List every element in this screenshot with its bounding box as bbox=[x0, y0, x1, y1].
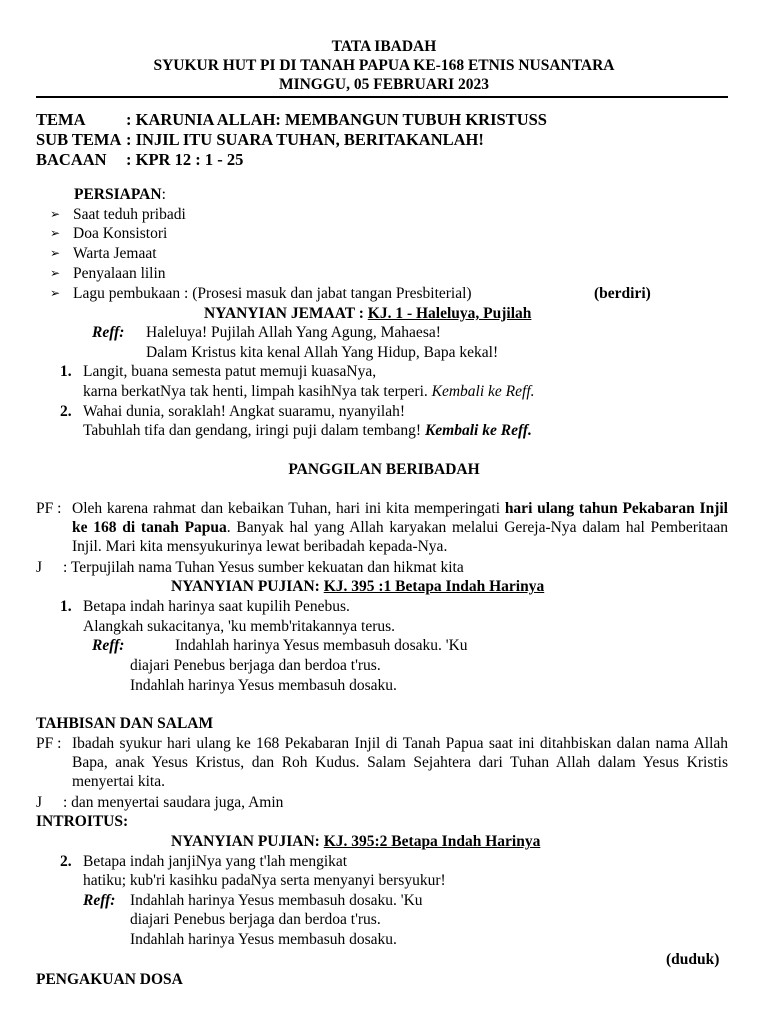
reff-line: Indahlah harinya Yesus membasuh dosaku. bbox=[130, 931, 397, 948]
reff-line: Indahlah harinya Yesus membasuh dosaku. bbox=[130, 677, 397, 694]
verse-line: hatiku; kub'ri kasihku padaNya serta menyanyi bersyukur! bbox=[83, 872, 446, 889]
arrow-bullet-icon: ➢ bbox=[50, 226, 61, 240]
meta-value-subtema: : INJIL ITU SUARA TUHAN, BERITAKANLAH! bbox=[126, 130, 484, 149]
verse-line: Betapa indah janjiNya yang t'lah mengikat bbox=[83, 853, 348, 870]
song1-heading: NYANYIAN JEMAAT : KJ. 1 - Haleluya, Pujilah bbox=[204, 305, 532, 322]
verse-line: Betapa indah harinya saat kupilih Penebus. bbox=[83, 598, 350, 615]
meta-value-bacaan: : KPR 12 : 1 - 25 bbox=[126, 150, 244, 169]
list-item: Lagu pembukaan : (Prosesi masuk dan jabat tangan Presbiterial) bbox=[73, 285, 472, 302]
verse-line: Langit, buana semesta patut memuji kuasaNya, bbox=[83, 363, 377, 380]
list-item: Warta Jemaat bbox=[73, 245, 157, 262]
list-item: Doa Konsistori bbox=[73, 225, 168, 242]
reff-line: Indahlah harinya Yesus membasuh dosaku. 'Ku bbox=[175, 637, 468, 654]
meta-key-bacaan: BACAAN bbox=[36, 150, 107, 169]
persiapan-heading: PERSIAPAN: bbox=[74, 186, 166, 203]
pf-paragraph: Oleh karena rahmat dan kebaikan Tuhan, hari ini kita memperingati hari ulang tahun Pekabaran Injil ke 168 di tanah Papua. Banyak hal yang Allah karyakan melalui Gereja-Nya dalam hal Pemberitaan Injil. Mari kita mensyukurinya lewat beribadah kepada-Nya. bbox=[72, 500, 729, 555]
reff-label: Reff: bbox=[92, 324, 125, 341]
list-item: Saat teduh pribadi bbox=[73, 206, 186, 223]
doc-title: TATA IBADAH bbox=[331, 38, 437, 55]
verse-line: karna berkatNya tak henti, limpah kasihNya tak terperi. Kembali ke Reff. bbox=[83, 383, 535, 400]
reff-line: Dalam Kristus kita kenal Allah Yang Hidup, Bapa kekal! bbox=[146, 344, 499, 361]
reff-label: Reff: bbox=[92, 637, 125, 654]
section-heading-panggilan: PANGGILAN BERIBADAH bbox=[288, 461, 480, 478]
reff-line: diajari Penebus berjaga dan berdoa t'rus. bbox=[130, 657, 381, 674]
arrow-bullet-icon: ➢ bbox=[50, 286, 61, 300]
j-response: : Terpujilah nama Tuhan Yesus sumber kekuatan dan hikmat kita bbox=[63, 559, 464, 576]
section-heading-tahbisan: TAHBISAN DAN SALAM bbox=[36, 715, 214, 732]
reff-line: diajari Penebus berjaga dan berdoa t'rus. bbox=[130, 911, 381, 928]
doc-subtitle: SYUKUR HUT PI DI TANAH PAPUA KE-168 ETNIS NUSANTARA bbox=[153, 57, 615, 74]
meta-value-tema: : KARUNIA ALLAH: MEMBANGUN TUBUH KRISTUSS bbox=[126, 110, 547, 129]
reff-label: Reff: bbox=[83, 892, 116, 909]
song2-heading: NYANYIAN PUJIAN: KJ. 395 :1 Betapa Indah Harinya bbox=[171, 578, 545, 595]
j-label: J bbox=[36, 794, 43, 811]
list-item: Penyalaan lilin bbox=[73, 265, 166, 282]
verse-line: Tabuhlah tifa dan gendang, iringi puji dalam tembang! Kembali ke Reff. bbox=[83, 422, 532, 439]
verse-number: 2. bbox=[60, 403, 72, 420]
arrow-bullet-icon: ➢ bbox=[50, 207, 61, 221]
pf-label: PF : bbox=[36, 735, 62, 752]
song3-heading: NYANYIAN PUJIAN: KJ. 395:2 Betapa Indah Harinya bbox=[171, 833, 541, 850]
section-heading-introitus: INTROITUS: bbox=[36, 813, 129, 830]
header-rule bbox=[36, 96, 728, 98]
verse-number: 2. bbox=[60, 853, 72, 870]
meta-key-tema: TEMA bbox=[36, 110, 86, 129]
arrow-bullet-icon: ➢ bbox=[50, 266, 61, 280]
verse-line: Alangkah sukacitanya, 'ku memb'ritakannya terus. bbox=[83, 618, 396, 635]
verse-line: Wahai dunia, soraklah! Angkat suaramu, nyanyilah! bbox=[83, 403, 406, 420]
doc-date: MINGGU, 05 FEBRUARI 2023 bbox=[278, 76, 490, 93]
section-heading-pengakuan: PENGAKUAN DOSA bbox=[36, 971, 183, 988]
pf-label: PF : bbox=[36, 500, 62, 517]
berdiri-note: (berdiri) bbox=[594, 285, 651, 302]
reff-line: Haleluya! Pujilah Allah Yang Agung, Mahaesa! bbox=[146, 324, 441, 341]
pf-paragraph: Ibadah syukur hari ulang ke 168 Pekabaran Injil di Tanah Papua saat ini ditahbiskan dalan nama Allah Bapa, anak Yesus Kristus, dan Roh Kudus. Salam Sejahtera dari Tuhan Allah dalam Yesus Kristis menyertai kita. bbox=[72, 735, 728, 790]
arrow-bullet-icon: ➢ bbox=[50, 246, 61, 260]
j-label: J bbox=[36, 559, 43, 576]
meta-key-subtema: SUB TEMA bbox=[36, 130, 122, 149]
verse-number: 1. bbox=[60, 598, 72, 615]
verse-number: 1. bbox=[60, 363, 72, 380]
reff-line: Indahlah harinya Yesus membasuh dosaku. 'Ku bbox=[130, 892, 423, 909]
j-response: : dan menyertai saudara juga, Amin bbox=[63, 794, 284, 811]
duduk-note: (duduk) bbox=[666, 951, 720, 968]
